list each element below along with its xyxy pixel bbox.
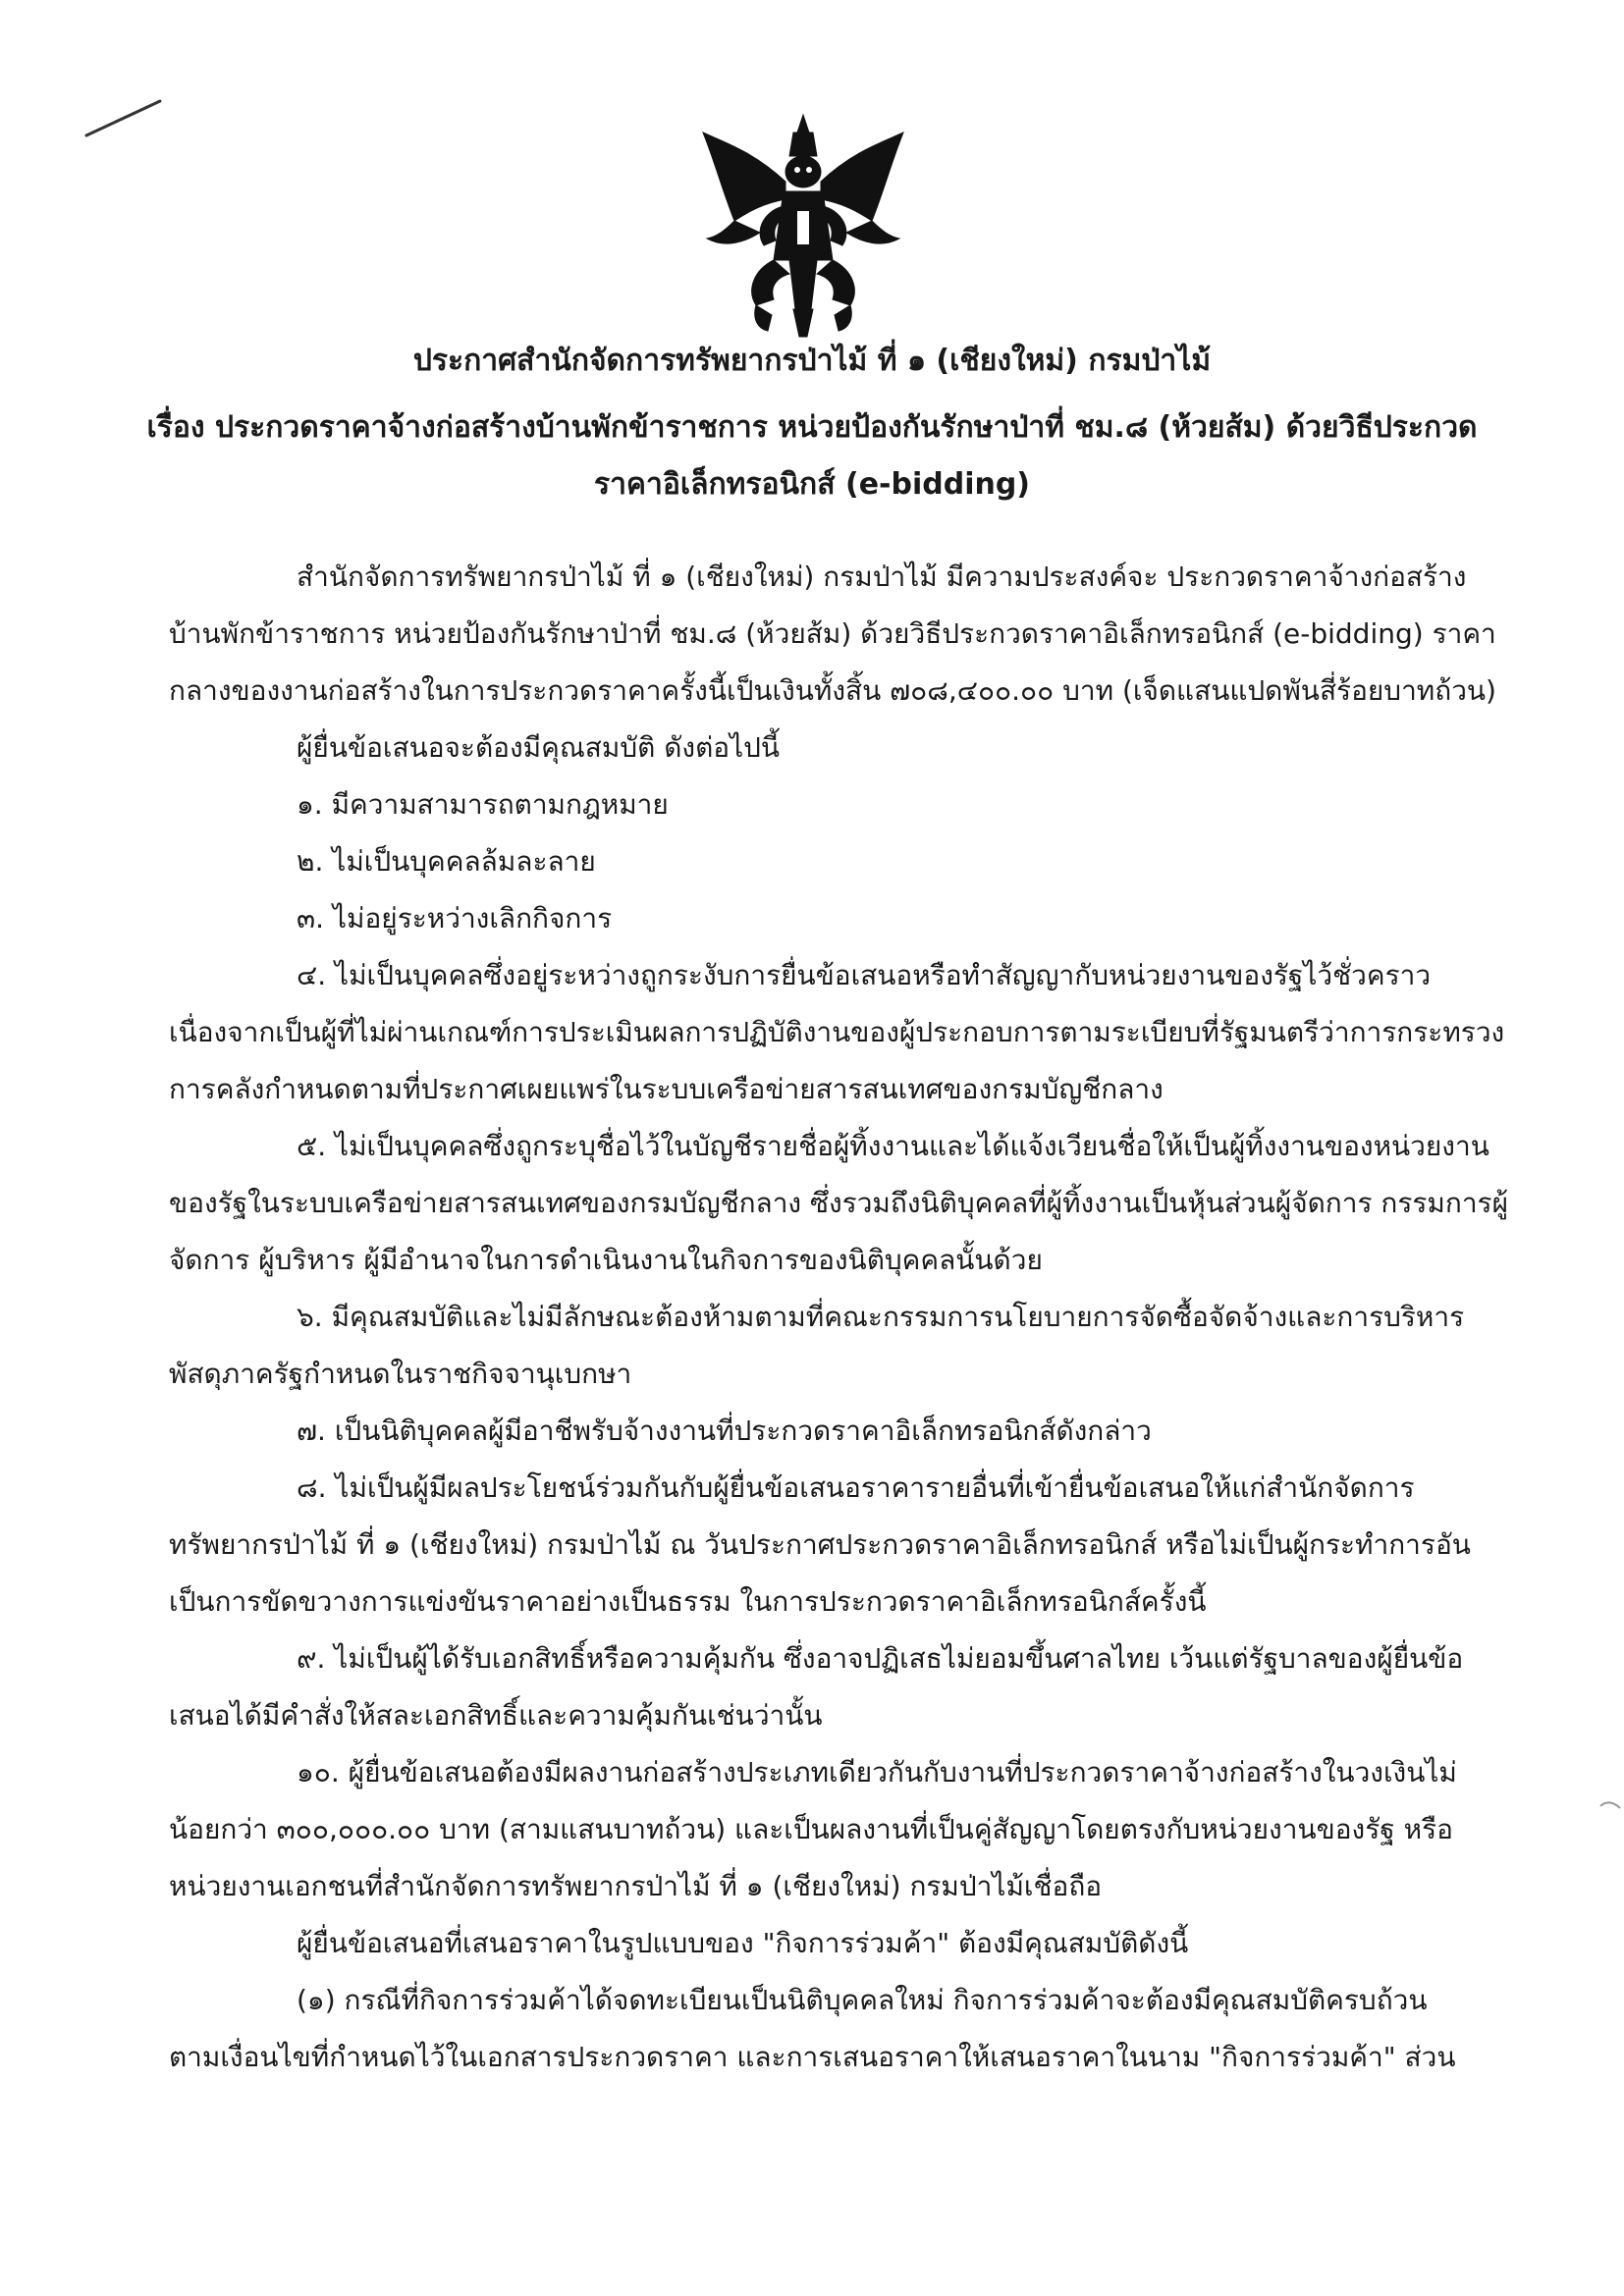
scan-edge-mark — [1595, 1796, 1624, 1816]
qualification-item-continued: พัสดุภาครัฐกำหนดในราชกิจจานุเบกษา — [169, 1358, 632, 1390]
qualification-item: ๕. ไม่เป็นบุคคลซึ่งถูกระบุชื่อไว้ในบัญชีรายชื่อผู้ทิ้งงานและได้แจ้งเวียนชื่อให้เป็นผู้ทิ้งงานของหน่วยงาน — [297, 1130, 1489, 1162]
qualification-item-continued: จัดการ ผู้บริหาร ผู้มีอำนาจในการดำเนินงานในกิจการของนิติบุคคลนั้นด้วย — [169, 1244, 1043, 1276]
qualification-item-continued: น้อยกว่า ๓๐๐,๐๐๐.๐๐ บาท (สามแสนบาทถ้วน) และเป็นผลงานที่เป็นคู่สัญญาโดยตรงกับหน่วยงานของรัฐ หรือ — [169, 1813, 1453, 1845]
joint-venture-item-continued: ตามเงื่อนไขที่กำหนดไว้ในเอกสารประกวดราคา และการเสนอราคาให้เสนอราคาในนาม "กิจการร่วมค้า" ส่วน — [169, 2041, 1456, 2073]
qualification-item: ๑. มีความสามารถตามกฎหมาย — [297, 788, 669, 821]
intro-paragraph-line: กลางของงานก่อสร้างในการประกวดราคาครั้งนี้เป็นเงินทั้งสิ้น ๗๐๘,๔๐๐.๐๐ บาท (เจ็ดแสนแปดพันสี่ร้อยบาทถ้วน) — [169, 674, 1496, 707]
intro-paragraph-line: บ้านพักข้าราชการ หน่วยป้องกันรักษาป่าที่ ชม.๘ (ห้วยส้ม) ด้วยวิธีประกวดราคาอิเล็กทรอนิกส์ (e-bidding) ราคา — [169, 617, 1496, 650]
pen-stroke-mark — [83, 98, 162, 137]
subject-line-continued: ราคาอิเล็กทรอนิกส์ (e-bidding) — [593, 467, 1031, 502]
qualification-item: ๘. ไม่เป็นผู้มีผลประโยชน์ร่วมกันกับผู้ยื่นข้อเสนอราคารายอื่นที่เข้ายื่นข้อเสนอให้แก่สำนักจัดการ — [297, 1471, 1415, 1504]
qualification-item: ๙. ไม่เป็นผู้ได้รับเอกสิทธิ์หรือความคุ้มกัน ซึ่งอาจปฏิเสธไม่ยอมขึ้นศาลไทย เว้นแต่รัฐบาลของผู้ยื่นข้อ — [297, 1642, 1464, 1675]
qualification-item-continued: ทรัพยากรป่าไม้ ที่ ๑ (เชียงใหม่) กรมป่าไม้ ณ วันประกาศประกวดราคาอิเล็กทรอนิกส์ หรือไม่เป็นผู้กระทำการอัน — [169, 1528, 1471, 1561]
qualification-item-continued: เสนอได้มีคำสั่งให้สละเอกสิทธิ์และความคุ้มกันเช่นว่านั้น — [169, 1699, 823, 1732]
garuda-emblem-icon — [695, 113, 911, 339]
qualifications-intro: ผู้ยื่นข้อเสนอจะต้องมีคุณสมบัติ ดังต่อไปนี้ — [297, 731, 781, 764]
qualification-item-continued: เป็นการขัดขวางการแข่งขันราคาอย่างเป็นธรรม ในการประกวดราคาอิเล็กทรอนิกส์ครั้งนี้ — [169, 1585, 1207, 1618]
qualification-item: ๓. ไม่อยู่ระหว่างเลิกกิจการ — [297, 902, 613, 934]
qualification-item: ๑๐. ผู้ยื่นข้อเสนอต้องมีผลงานก่อสร้างประเภทเดียวกันกับงานที่ประกวดราคาจ้างก่อสร้างในวงเงินไม่ — [297, 1756, 1457, 1789]
qualification-item: ๔. ไม่เป็นบุคคลซึ่งอยู่ระหว่างถูกระงับการยื่นข้อเสนอหรือทำสัญญากับหน่วยงานของรัฐไว้ชั่วคราว — [297, 959, 1432, 991]
qualification-item-continued: การคลังกำหนดตามที่ประกาศเผยแพร่ในระบบเครือข่ายสารสนเทศของกรมบัญชีกลาง — [169, 1073, 1164, 1105]
joint-venture-item: (๑) กรณีที่กิจการร่วมค้าได้จดทะเบียนเป็นนิติบุคคลใหม่ กิจการร่วมค้าจะต้องมีคุณสมบัติครบถ้วน — [297, 1984, 1428, 2016]
announcement-title: ประกาศสำนักจัดการทรัพยากรป่าไม้ ที่ ๑ (เชียงใหม่) กรมป่าไม้ — [412, 344, 1212, 378]
qualification-item: ๒. ไม่เป็นบุคคลล้มละลาย — [297, 845, 596, 878]
qualification-item-continued: ของรัฐในระบบเครือข่ายสารสนเทศของกรมบัญชีกลาง ซึ่งรวมถึงนิติบุคคลที่ผู้ทิ้งงานเป็นหุ้นส่วนผู้จัดการ กรรมการผู้ — [169, 1187, 1509, 1219]
qualification-item-continued: เนื่องจากเป็นผู้ที่ไม่ผ่านเกณฑ์การประเมินผลการปฏิบัติงานของผู้ประกอบการตามระเบียบที่รัฐมนตรีว่าการกระทรวง — [169, 1016, 1505, 1048]
intro-paragraph-line: สำนักจัดการทรัพยากรป่าไม้ ที่ ๑ (เชียงใหม่) กรมป่าไม้ มีความประสงค์จะ ประกวดราคาจ้างก่อสร้าง — [297, 561, 1467, 593]
qualification-item: ๗. เป็นนิติบุคคลผู้มีอาชีพรับจ้างงานที่ประกวดราคาอิเล็กทรอนิกส์ดังกล่าว — [297, 1415, 1152, 1447]
subject-line: เรื่อง ประกวดราคาจ้างก่อสร้างบ้านพักข้าราชการ หน่วยป้องกันรักษาป่าที่ ชม.๘ (ห้วยส้ม) ด้วยวิธีประกวด — [146, 410, 1478, 445]
qualification-item-continued: หน่วยงานเอกชนที่สำนักจัดการทรัพยากรป่าไม้ ที่ ๑ (เชียงใหม่) กรมป่าไม้เชื่อถือ — [169, 1870, 1103, 1902]
qualification-item: ๖. มีคุณสมบัติและไม่มีลักษณะต้องห้ามตามที่คณะกรรมการนโยบายการจัดซื้อจัดจ้างและการบริหาร — [297, 1301, 1465, 1333]
joint-venture-intro: ผู้ยื่นข้อเสนอที่เสนอราคาในรูปแบบของ "กิจการร่วมค้า" ต้องมีคุณสมบัติดังนี้ — [297, 1927, 1189, 1959]
